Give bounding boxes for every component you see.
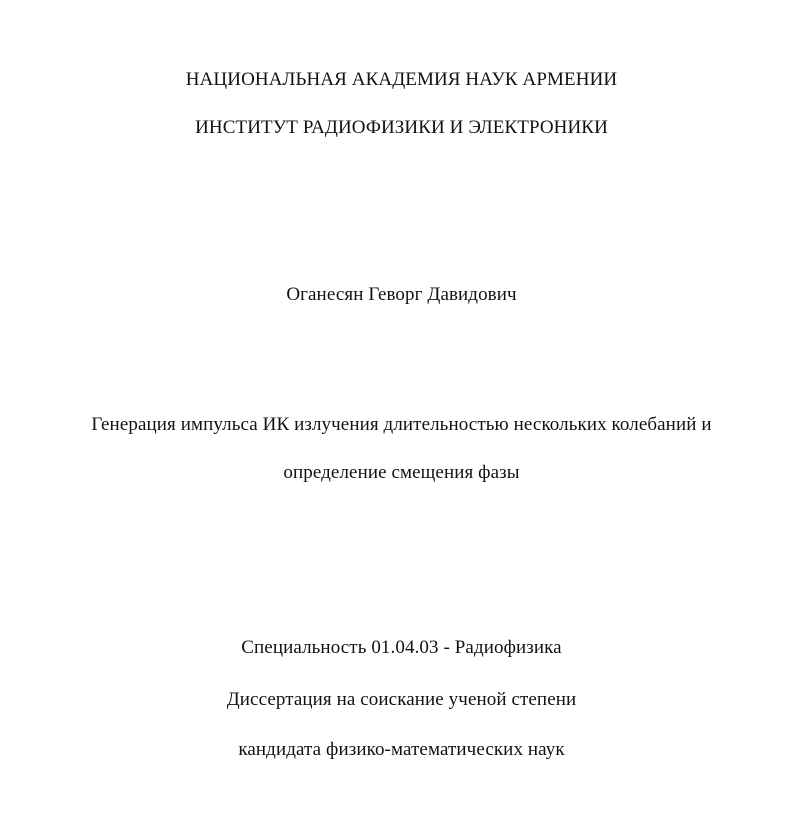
academy-name: НАЦИОНАЛЬНАЯ АКАДЕМИЯ НАУК АРМЕНИИ — [185, 69, 618, 90]
degree-statement-line-1: Диссертация на соискание ученой степени — [226, 689, 577, 710]
degree-statement-line-2: кандидата физико-математических наук — [238, 739, 565, 760]
dissertation-title-line-1: Генерация импульса ИК излучения длительностью нескольких колебаний и — [91, 414, 712, 435]
institute-name: ИНСТИТУТ РАДИОФИЗИКИ И ЭЛЕКТРОНИКИ — [195, 117, 608, 138]
dissertation-title-line-2: определение смещения фазы — [283, 462, 520, 483]
author-name: Оганесян Геворг Давидович — [286, 284, 517, 305]
specialty: Специальность 01.04.03 - Радиофизика — [241, 637, 562, 658]
